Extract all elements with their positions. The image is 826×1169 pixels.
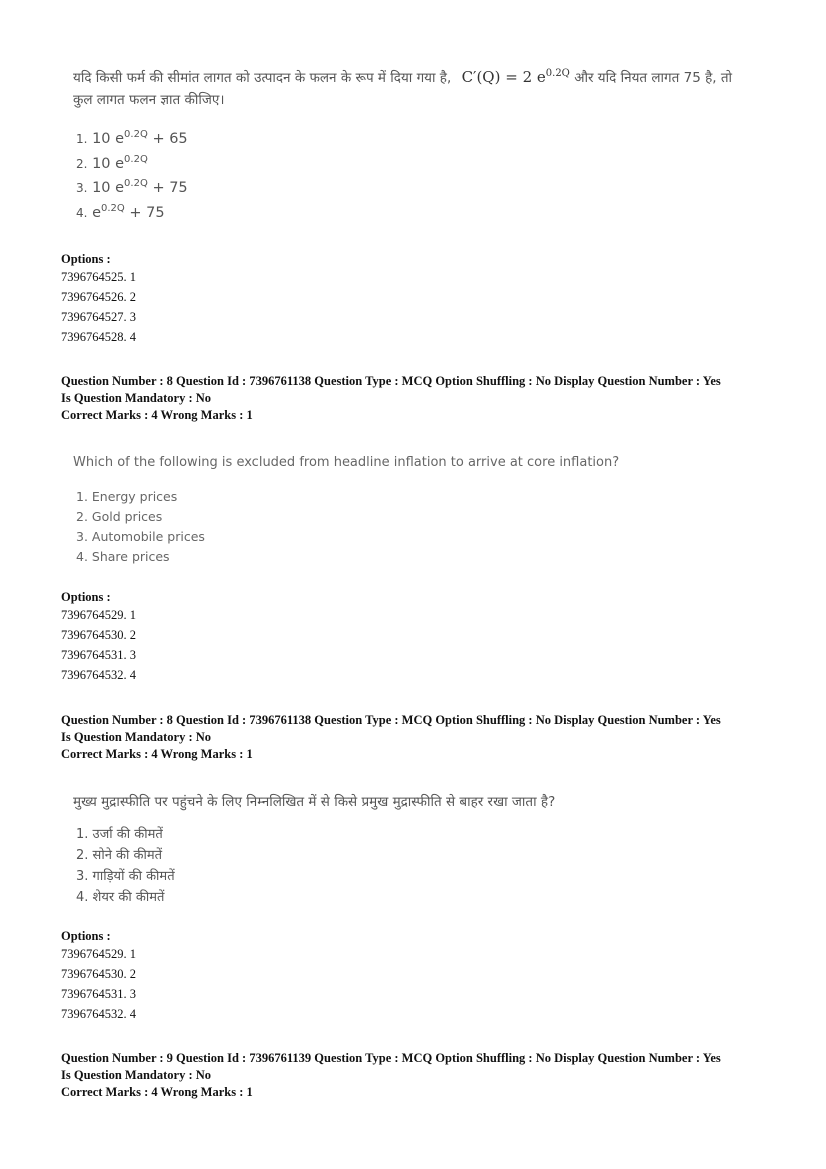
option-code: 7396764528. 4 [61,330,136,344]
question-1-choices [76,127,188,225]
option-code: 7396764531. 3 [61,648,136,662]
choice-2: 2. 10 $e^{0.2Q}$ [76,153,148,172]
option-code: 7396764526. 2 [61,290,136,304]
choice-4: 4. Share prices [76,549,170,564]
options-label: Options : [61,252,111,266]
question-2-text: Which of the following is excluded from headline inflation to arrive at core inflation? [73,455,620,470]
question-1-image [73,66,773,111]
question-2-options [61,590,136,685]
option-code: 7396764527. 3 [61,310,136,324]
option-code: 7396764529. 1 [61,947,136,961]
choice-2: 2. सोने की कीमतें [76,848,163,863]
choice-1: 1. 10 $e^{0.2Q} + 65$ [76,129,188,147]
choice-3: 3. 10 $e^{0.2Q} + 75$ [76,178,188,196]
option-code: 7396764532. 4 [61,668,136,682]
choice-2: 2. Gold prices [76,509,163,524]
option-code: 7396764525. 1 [61,270,136,284]
choice-3: 3. गाड़ियों की कीमतें [76,869,175,884]
marginal-cost-formula: C′(Q) = 2 $e^{0.2Q}$ [461,68,570,86]
option-code: 7396764532. 4 [61,1007,136,1021]
question-3-options [61,929,136,1024]
question-3-text: मुख्य मुद्रास्फीति पर पहुंचने के लिए निम्नलिखित में से किसे प्रमुख मुद्रास्फीति से बाहर रखा जाता है? [73,794,556,810]
option-code: 7396764531. 3 [61,987,136,1001]
options-label: Options : [61,590,111,604]
question-4-meta: Question Number : 9 Question Id : 7396761139 Question Type : MCQ Option Shuffling : No Display Question Number : Yes Is Question Mandatory : No Correct Marks : 4 Wrong Marks : 1 [61,1051,721,1099]
question-3-meta: Question Number : 8 Question Id : 7396761138 Question Type : MCQ Option Shuffling : No Display Question Number : Yes Is Question Mandatory : No Correct Marks : 4 Wrong Marks : 1 [61,713,721,761]
question-2-choices [76,487,205,567]
options-label: Options : [61,929,111,943]
choice-3: 3. Automobile prices [76,529,205,544]
question-3-choices [76,824,175,908]
choice-4: 4. शेयर की कीमतें [76,890,165,905]
question-1-text-line2: कुल लागत फलन ज्ञात कीजिए। [73,92,225,108]
choice-4: 4. $e^{0.2Q} + 75$ [76,202,165,221]
question-1-text: यदि किसी फर्म की सीमांत लागत को उत्पादन के फलन के रूप में दिया गया है, C′(Q) = 2 $e^{0.2Q}$ और यदि नियत लागत 75 है, तो [73,68,733,86]
option-code: 7396764530. 2 [61,628,136,642]
option-code: 7396764530. 2 [61,967,136,981]
option-code: 7396764529. 1 [61,608,136,622]
choice-1: 1. उर्जा की कीमतें [76,827,163,842]
choice-1: 1. Energy prices [76,489,178,504]
question-1-options [61,252,136,347]
question-2-meta: Question Number : 8 Question Id : 7396761138 Question Type : MCQ Option Shuffling : No Display Question Number : Yes Is Question Mandatory : No Correct Marks : 4 Wrong Marks : 1 [61,374,721,422]
